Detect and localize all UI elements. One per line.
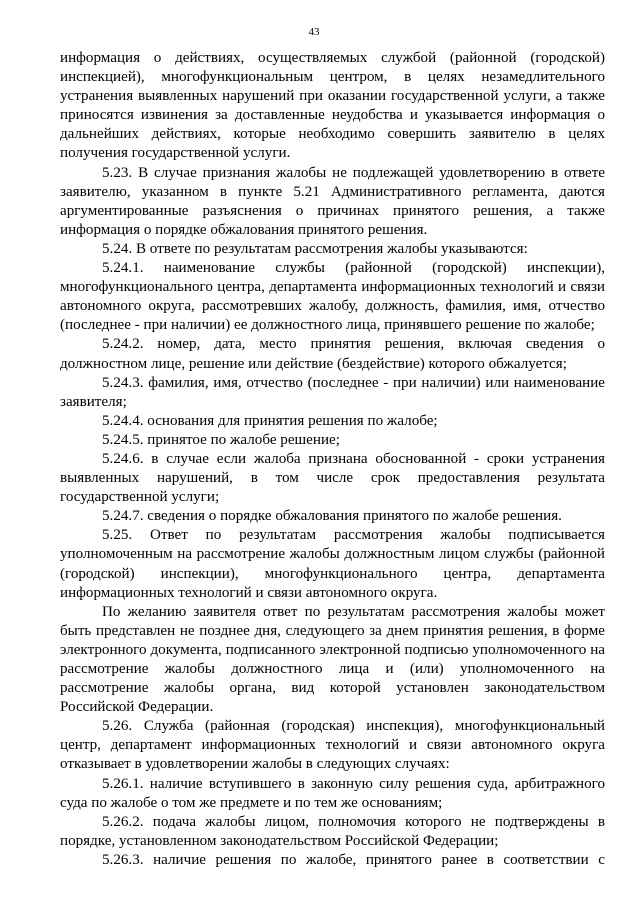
page-number: 43 [308,26,320,38]
paragraph: 5.26.2. подача жалобы лицом, полномочия которого не подтверждены в порядке, установленном законодательством Российской Федерации; [60,813,605,849]
paragraph: 5.24.1. наименование службы (районной (городской) инспекции), многофункционального центра, департамента информационных технологий и связи автономного округа, рассмотревших жалобу, должность, фамилия, имя, отчество (последнее - при наличии) ее должностного лица, принявшего решение по жалобе; [60,260,605,334]
paragraph: 5.25. Ответ по результатам рассмотрения жалобы подписывается уполномоченным на рассмотрение жалобы должностным лицом службы (районной (городской) инспекции), многофункционального центра, департамента информационных технологий и связи автономного округа. [60,527,605,601]
document-body [60,49,605,870]
paragraph: 5.24.4. основания для принятия решения по жалобе; [102,412,438,429]
paragraph: 5.26.1. наличие вступившего в законную силу решения суда, арбитражного суда по жалобе о том же предмете и по тем же основаниям; [60,775,605,811]
paragraph: 5.26. Служба (районная (городская) инспекция), многофункциональный центр, департамент информационных технологий и связи автономного округа отказывает в удовлетворении жалобы в следующих случаях: [60,718,605,773]
paragraph: информация о действиях, осуществляемых службой (районной (городской) инспекцией), многофункциональным центром, в целях незамедлительного устранения выявленных нарушений при оказании государственной услуги, а также приносятся извинения за доставленные неудобства и указывается информация о дальнейших действиях, которые необходимо совершить заявителю в целях получения государственной услуги. [60,50,605,162]
paragraph: 5.24.5. принятое по жалобе решение; [102,431,340,448]
paragraph: 5.24.7. сведения о порядке обжалования принятого по жалобе решения. [102,508,562,525]
paragraph: 5.26.3. наличие решения по жалобе, принятого ранее в соответствии с [102,851,605,868]
paragraph: По желанию заявителя ответ по результатам рассмотрения жалобы может быть представлен не позднее дня, следующего за днем принятия решения, в форме электронного документа, подписанного электронной подписью уполномоченного на рассмотрение жалобы должностного лица и (или) уполномоченного на рассмотрение жалобы органа, вид которой установлен законодательством Российской Федерации. [60,603,605,716]
paragraph: 5.24.6. в случае если жалоба признана обоснованной - сроки устранения выявленных нарушений, в том числе срок предоставления результата государственной услуги; [60,450,605,506]
paragraph: 5.24.3. фамилия, имя, отчество (последнее - при наличии) или наименование заявителя; [60,374,605,410]
paragraph: 5.23. В случае признания жалобы не подлежащей удовлетворению в ответе заявителю, указанном в пункте 5.21 Административного регламента, даются аргументированные разъяснения о причинах принятого решения, а также информация о порядке обжалования принятого решения. [60,164,605,238]
paragraph: 5.24.2. номер, дата, место принятия решения, включая сведения о должностном лице, решение или действие (бездействие) которого обжалуется; [60,336,605,372]
paragraph: 5.24. В ответе по результатам рассмотрения жалобы указываются: [102,240,528,257]
